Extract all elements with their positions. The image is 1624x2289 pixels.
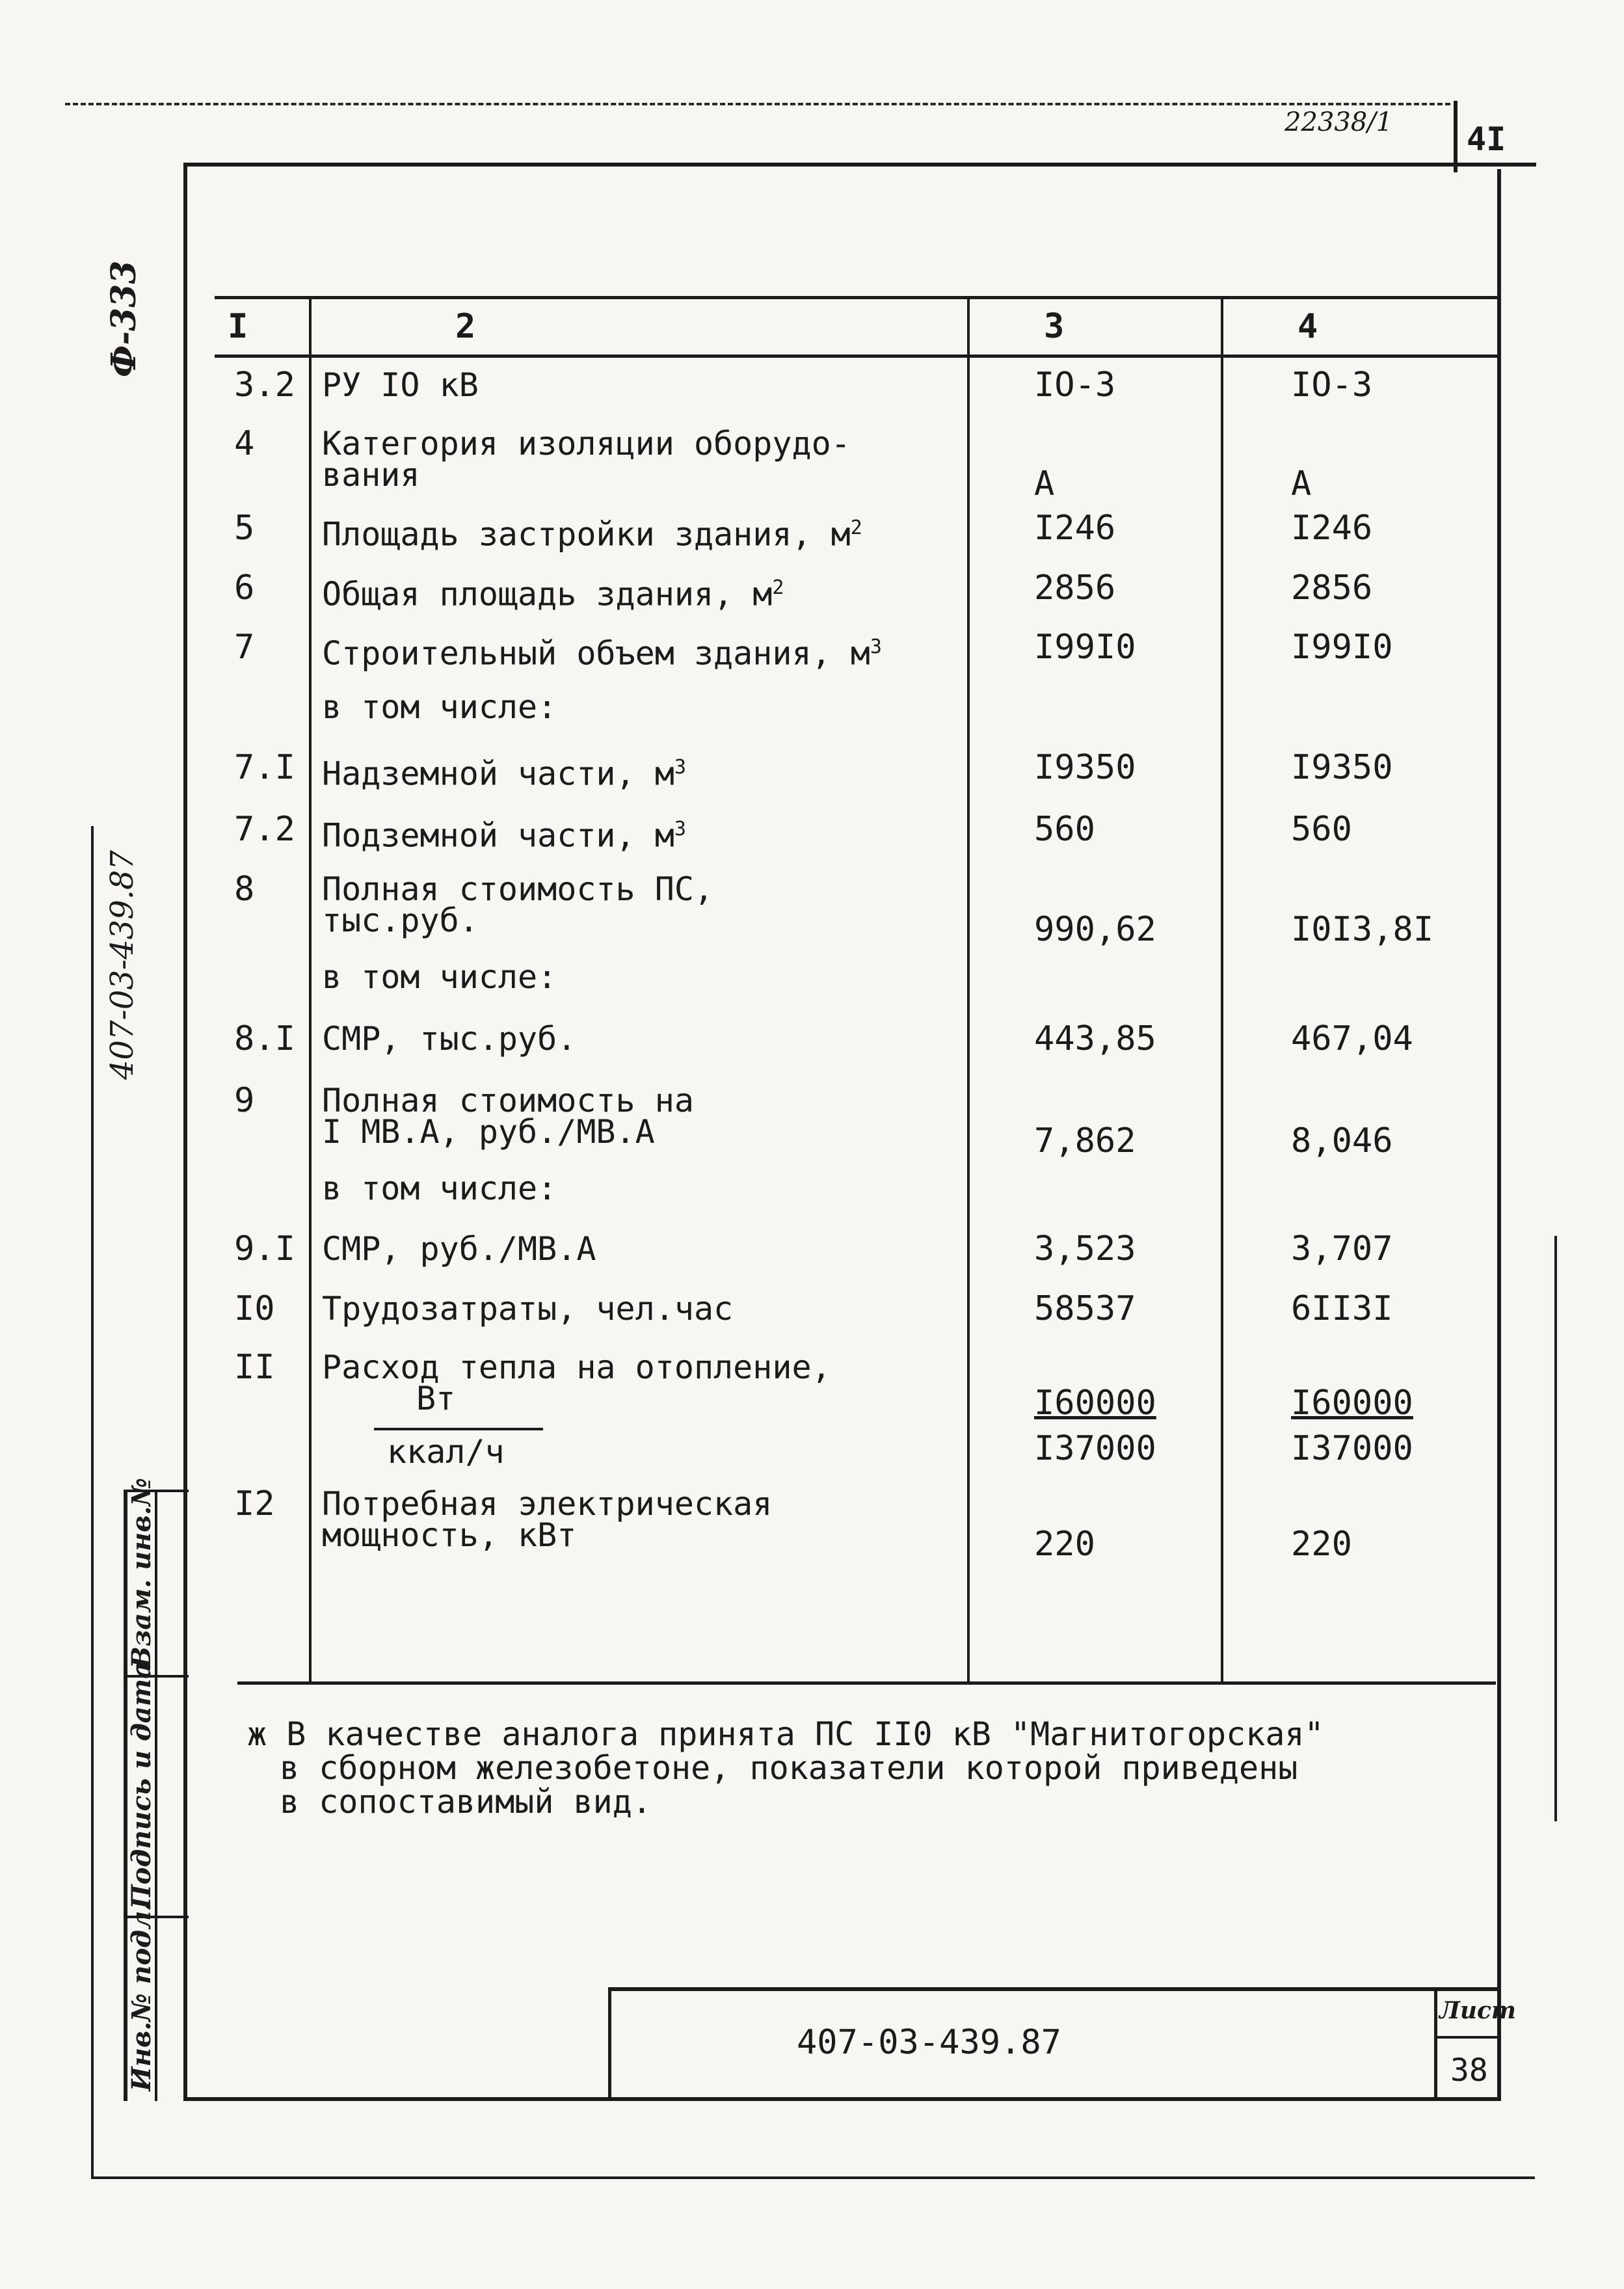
unit-exponent: 3 xyxy=(870,636,882,658)
row-number: 8 xyxy=(234,870,255,909)
value-col-4: А xyxy=(1291,464,1312,503)
value-col-4: 2856 xyxy=(1291,569,1373,608)
row-name: Строительный объем здания, $м^3$ xyxy=(322,634,882,673)
row-name: I МВ.А, руб./МВ.А xyxy=(322,1113,655,1151)
row-number: I0 xyxy=(234,1289,275,1328)
unit-exponent: 2 xyxy=(772,576,784,599)
document-code: 407-03-439.87 xyxy=(797,2023,1061,2062)
archive-code: 22338/1 xyxy=(1285,107,1393,137)
row-name: Полная стоимость ПС, xyxy=(322,870,714,908)
stamp-replace-label: Взам. инв.№ xyxy=(126,1477,157,1668)
unit-exponent: 3 xyxy=(674,756,686,779)
value-col-3: I246 xyxy=(1034,509,1116,548)
row-name: Полная стоимость на xyxy=(322,1082,694,1119)
value-col-3: 58537 xyxy=(1034,1289,1136,1328)
stamp-inventory-label: Инв.№ подл. xyxy=(126,1901,157,2091)
row-name: в том числе: xyxy=(322,688,557,726)
value-col-4: 560 xyxy=(1291,810,1352,849)
row-name: Общая площадь здания, $м^2$ xyxy=(322,575,784,613)
value-col-4: IO-3 xyxy=(1291,366,1373,405)
row-number: I2 xyxy=(234,1484,275,1523)
row-name: СМР, руб./МВ.А xyxy=(322,1230,596,1268)
row-name: Подземной части, $м^3$ xyxy=(322,816,686,855)
row-name: в том числе: xyxy=(322,1170,557,1207)
row-name: тыс.руб. xyxy=(322,902,479,939)
frame-left xyxy=(183,163,187,2101)
value-col-3: IO-3 xyxy=(1034,366,1116,405)
top-dashed-rule xyxy=(65,103,1450,105)
row-name: СМР, тыс.руб. xyxy=(322,1020,577,1058)
value-col-4: I246 xyxy=(1291,509,1373,548)
side-document-code: 407-03-439.87 xyxy=(104,850,140,1080)
value-col-3: 2856 xyxy=(1034,569,1116,608)
footnote-line-2: в сборном железобетоне, показатели которой приведены xyxy=(280,1749,1298,1787)
value-col-3: А xyxy=(1034,464,1055,503)
header-col-1: I xyxy=(228,307,248,346)
header-col-4: 4 xyxy=(1298,307,1318,346)
value-col-4: I99I0 xyxy=(1291,628,1393,667)
row-name: Категория изоляции оборудо- xyxy=(322,425,851,462)
table-top-rule xyxy=(215,296,1499,299)
row-name: Площадь застройки здания, $м^2$ xyxy=(322,515,862,554)
frame-bottom xyxy=(183,2097,1501,2101)
form-code: Ф-333 xyxy=(104,260,144,377)
row-name: Надземной части, $м^3$ xyxy=(322,755,686,793)
stamp-signature-label: Подпись и дата xyxy=(126,1661,157,1909)
value-col-3: I9350 xyxy=(1034,748,1136,787)
sheet-number: 38 xyxy=(1450,2052,1488,2089)
unit-exponent: 3 xyxy=(674,818,686,840)
value-col-3: 443,85 xyxy=(1034,1019,1156,1058)
row-name: Расход тепла на отопление, xyxy=(322,1348,831,1386)
row-name: ккал/ч xyxy=(387,1433,505,1471)
row-number: II xyxy=(234,1348,275,1387)
row-number: 7 xyxy=(234,628,255,667)
value-col-4: I9350 xyxy=(1291,748,1393,787)
row-number: 4 xyxy=(234,424,255,463)
row-number: 6 xyxy=(234,569,255,608)
footnote-line-1: ж В качестве аналога принята ПС II0 кВ "Магнитогорская" xyxy=(247,1715,1324,1753)
value-col-4: 8,046 xyxy=(1291,1121,1393,1160)
row-name: Потребная электрическая xyxy=(322,1485,773,1523)
title-block-top xyxy=(608,1987,1499,1991)
value-col-3: 560 xyxy=(1034,810,1095,849)
frame-top xyxy=(183,163,1536,167)
row-number: 8.I xyxy=(234,1019,295,1058)
row-name: мощность, кВт xyxy=(322,1516,577,1554)
table-end-rule xyxy=(237,1681,1496,1685)
value-col-3: 3,523 xyxy=(1034,1229,1136,1268)
header-col-2: 2 xyxy=(455,307,476,346)
value-col-3: I99I0 xyxy=(1034,628,1136,667)
row-number: 3.2 xyxy=(234,366,295,405)
value-col-3: I60000 xyxy=(1034,1384,1156,1423)
row-name: РУ IO кВ xyxy=(322,366,479,404)
row-number: 7.I xyxy=(234,748,295,787)
row-name: в том числе: xyxy=(322,958,557,996)
row-name: Вт xyxy=(416,1380,456,1417)
value-col-4: 3,707 xyxy=(1291,1229,1393,1268)
unit-exponent: 2 xyxy=(850,516,862,539)
value-col-3: 220 xyxy=(1034,1525,1095,1564)
value-col-3: 990,62 xyxy=(1034,910,1156,949)
page-number-top: 4I xyxy=(1467,120,1506,158)
value-col-4: I60000 xyxy=(1291,1384,1413,1423)
row-number: 9.I xyxy=(234,1229,295,1268)
footnote-line-3: в сопоставимый вид. xyxy=(280,1783,652,1821)
value-col-4: 467,04 xyxy=(1291,1019,1413,1058)
unit-fraction-rule xyxy=(374,1428,543,1430)
value-col-4: 220 xyxy=(1291,1525,1352,1564)
frame-right xyxy=(1497,169,1501,2101)
value-col-4: I0I3,8I xyxy=(1291,910,1434,949)
value-col-4: 6II3I xyxy=(1291,1289,1393,1328)
value-col-3: 7,862 xyxy=(1034,1121,1136,1160)
row-name: Трудозатраты, чел.час xyxy=(322,1290,734,1328)
row-name: вания xyxy=(322,456,420,494)
header-col-3: 3 xyxy=(1044,307,1065,346)
header-rule xyxy=(215,355,1499,358)
row-number: 9 xyxy=(234,1081,255,1120)
sheet-label: Лист xyxy=(1439,1997,1517,2024)
row-number: 5 xyxy=(234,509,255,548)
value-col-4: I37000 xyxy=(1291,1429,1413,1468)
title-block-left xyxy=(608,1987,611,2101)
row-number: 7.2 xyxy=(234,810,295,849)
value-col-3: I37000 xyxy=(1034,1429,1156,1468)
